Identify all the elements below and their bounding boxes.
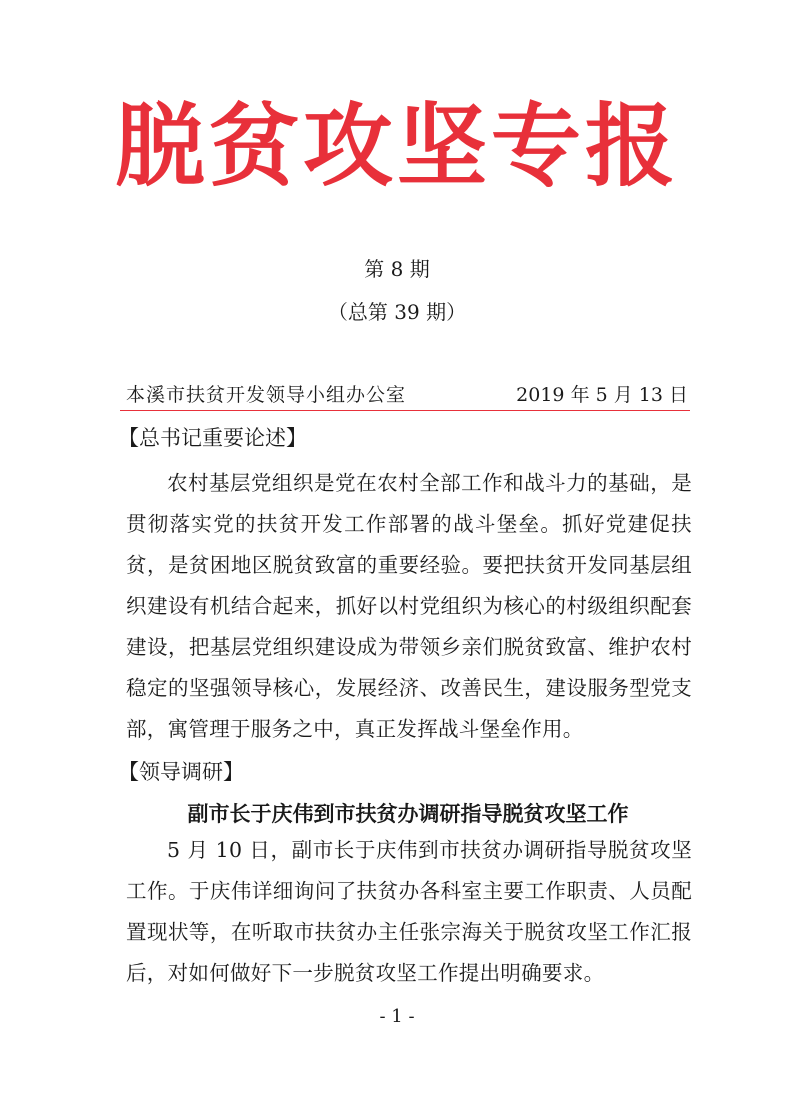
section-heading-research: 【领导调研】 xyxy=(118,760,244,784)
article-paragraph: 5 月 10 日，副市长于庆伟到市扶贫办调研指导脱贫攻坚工作。于庆伟详细询问了扶贫办各科室主要工作职责、人员配置现状等，在听取市扶贫办主任张宗海关于脱贫攻坚工作汇报后，对如何做好下一步脱贫攻坚工作提出明确要求。 xyxy=(126,838,692,985)
header-divider xyxy=(120,410,690,411)
page-number: - 1 - xyxy=(379,1006,415,1027)
section-heading-remarks: 【总书记重要论述】 xyxy=(118,426,307,450)
issue-total-number: （总第 39 期） xyxy=(327,300,467,324)
issue-date: 2019 年 5 月 13 日 xyxy=(516,384,688,406)
issuer-date-row xyxy=(126,380,688,410)
masthead-title: 脱贫攻坚专报 xyxy=(115,94,679,199)
article-title: 副市长于庆伟到市扶贫办调研指导脱贫攻坚工作 xyxy=(187,802,629,826)
issue-number: 第 8 期 xyxy=(364,257,430,281)
issuer-name: 本溪市扶贫开发领导小组办公室 xyxy=(126,384,407,406)
section-paragraph-remarks: 农村基层党组织是党在农村全部工作和战斗力的基础，是贯彻落实党的扶贫开发工作部署的战斗堡垒。抓好党建促扶贫，是贫困地区脱贫致富的重要经验。要把扶贫开发同基层组织建设有机结合起来，抓好以村党组织为核心的村级组织配套建设，把基层党组织建设成为带领乡亲们脱贫致富、维护农村稳定的坚强领导核心，发展经济、改善民生，建设服务型党支部，寓管理于服务之中，真正发挥战斗堡垒作用。 xyxy=(126,471,692,741)
